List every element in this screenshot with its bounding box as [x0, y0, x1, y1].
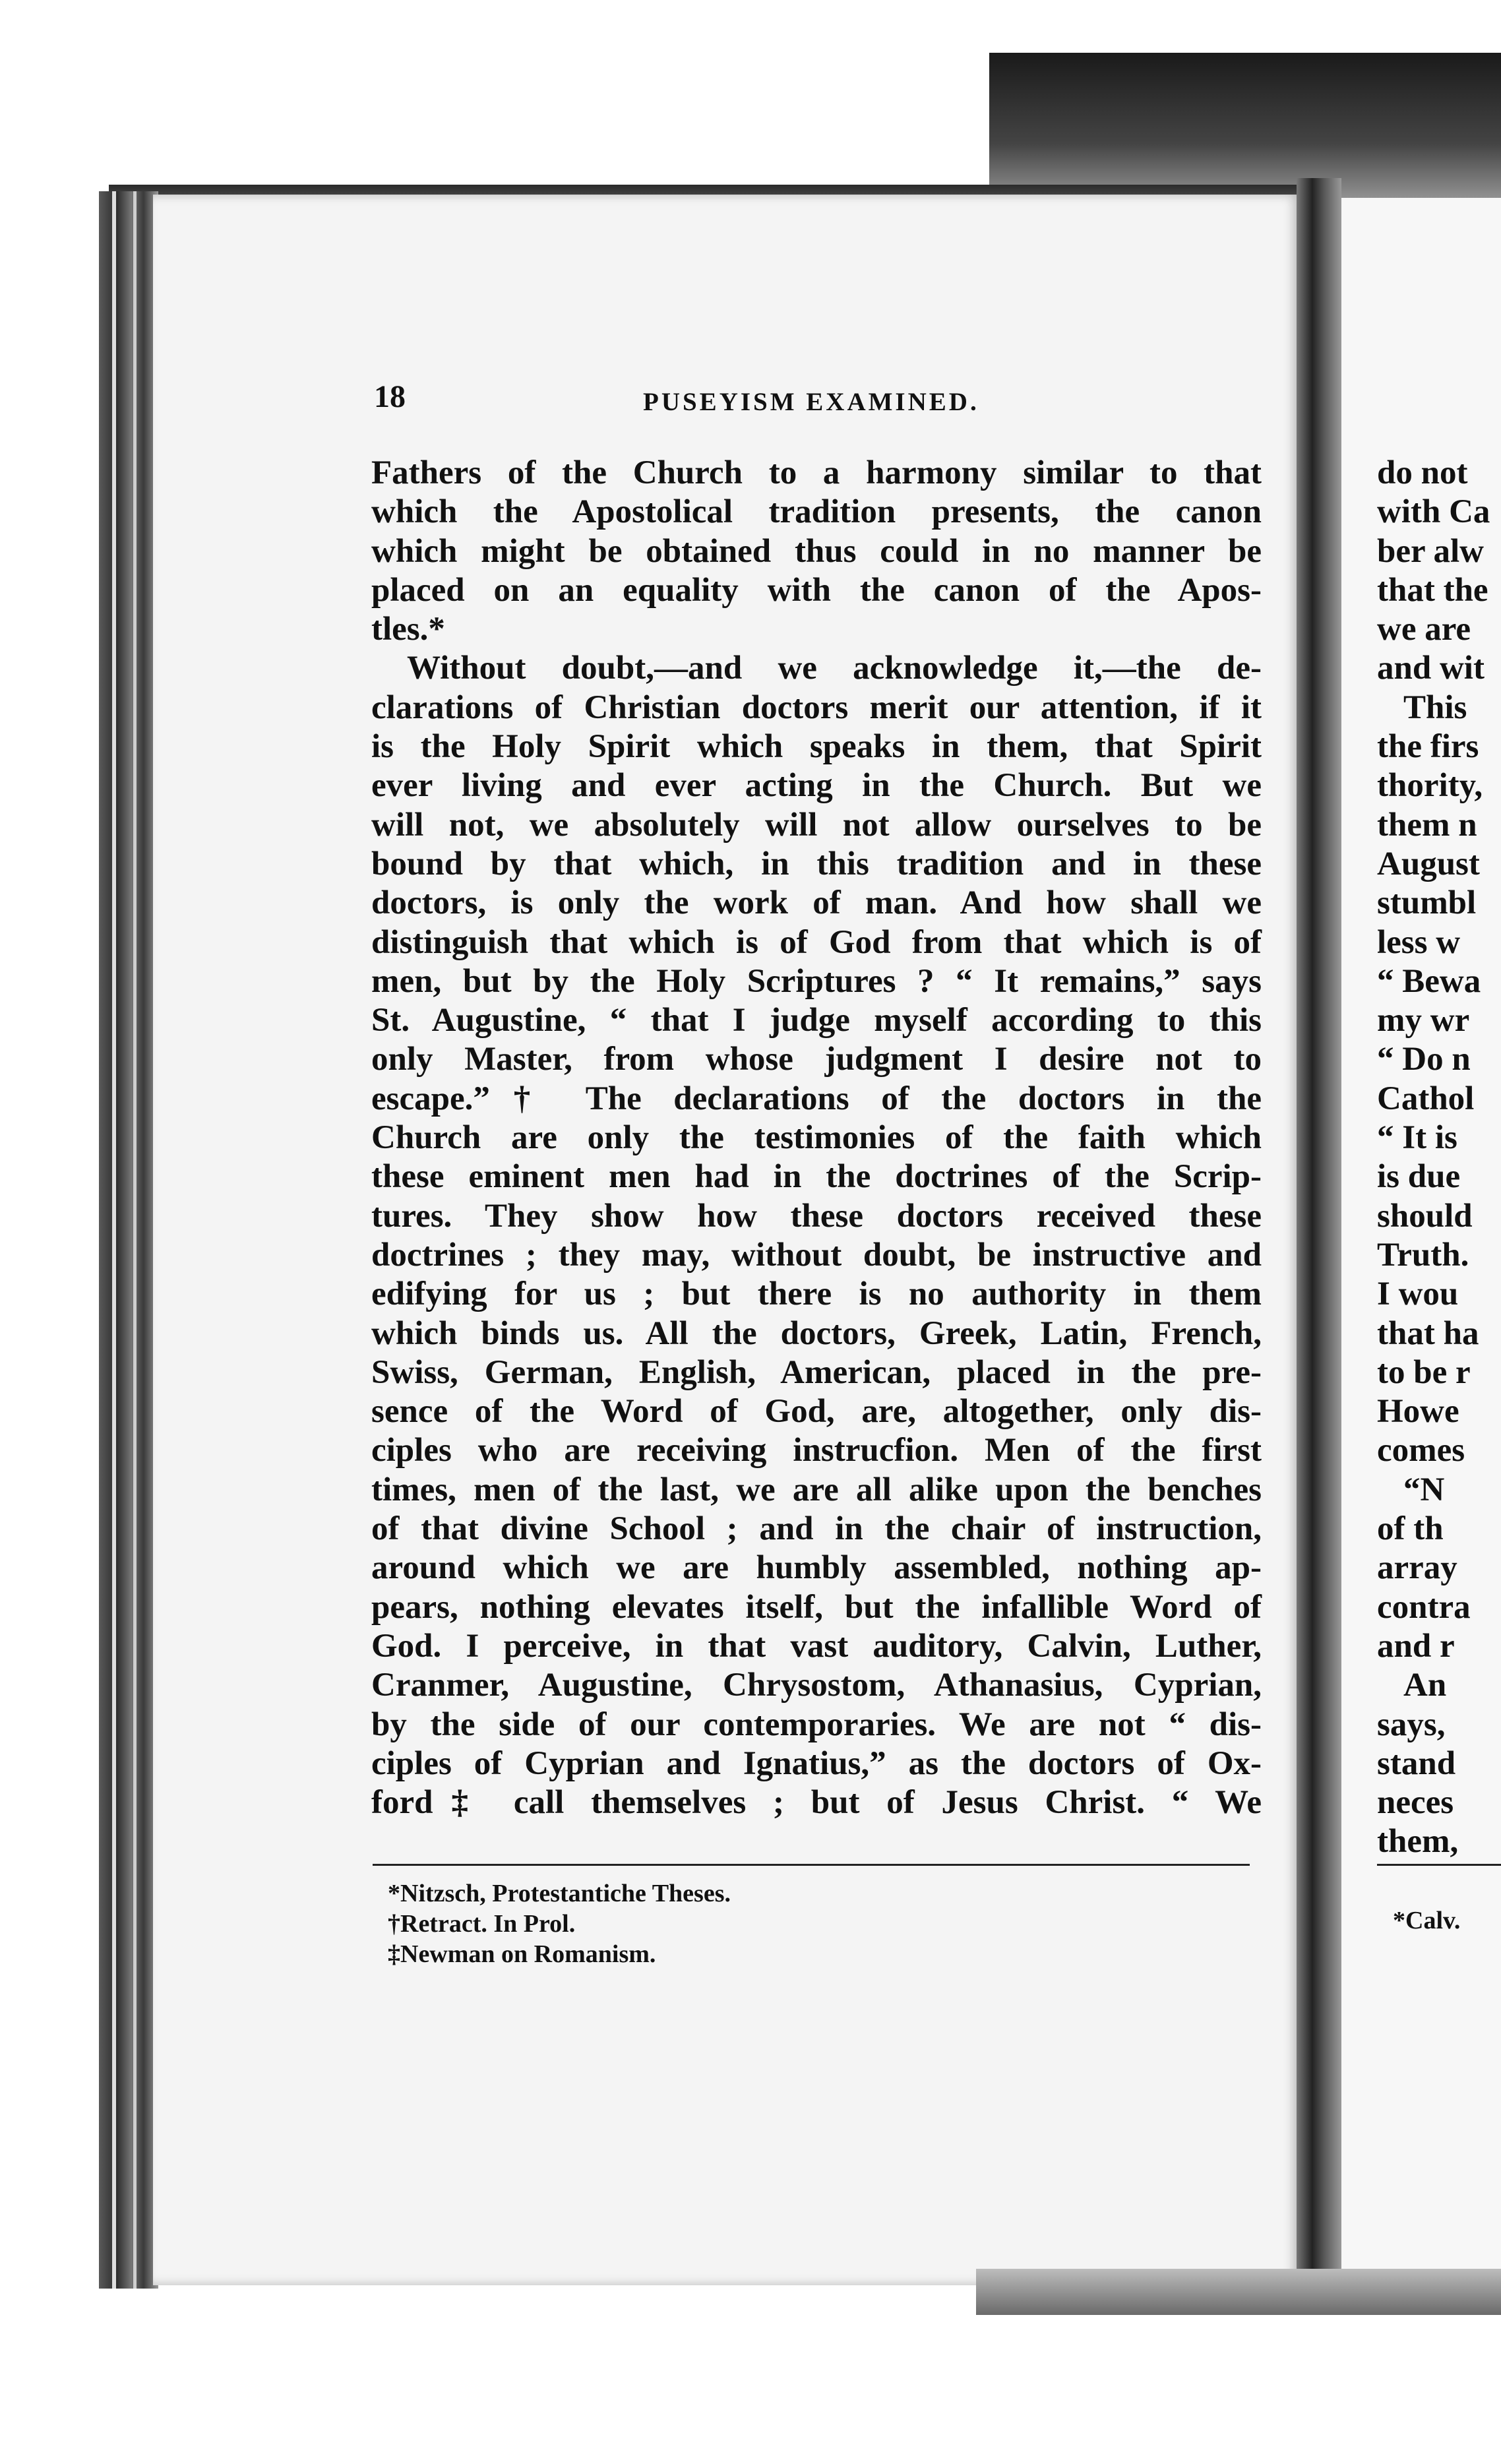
text-line: tures. They show how these doctors received these	[371, 1197, 1262, 1235]
text-line: stumbl	[1377, 884, 1477, 922]
text-line: that the	[1377, 571, 1488, 609]
text-line: doctors, is only the work of man. And how shall we	[371, 884, 1262, 922]
text-line: says,	[1377, 1706, 1446, 1743]
text-line: that ha	[1377, 1314, 1479, 1352]
text-line: times, men of the last, we are all alike upon the benches	[371, 1471, 1262, 1508]
text-line: ciples who are receiving instrucfion. Men of the first	[371, 1432, 1262, 1469]
text-line: men, but by the Holy Scriptures ? “ It remains,” says	[371, 962, 1262, 1000]
text-line: contra	[1377, 1588, 1471, 1626]
text-line: less w	[1377, 923, 1461, 961]
text-line: them n	[1377, 806, 1477, 844]
text-line: thority,	[1377, 767, 1483, 805]
footnote: *Nitzsch, Protestantiche Theses.	[388, 1880, 731, 1907]
text-line: we are	[1377, 611, 1471, 648]
text-line: This	[1403, 689, 1467, 726]
text-line: is due	[1377, 1158, 1461, 1196]
text-line: God. I perceive, in that vast auditory, Calvin, Luther,	[371, 1627, 1262, 1665]
text-line: the firs	[1377, 728, 1479, 766]
page-stack-edge	[99, 191, 158, 2289]
text-line: tles.*	[371, 611, 445, 648]
text-line: by the side of our contemporaries. We are not “ dis-	[371, 1706, 1262, 1743]
text-line: of th	[1377, 1510, 1444, 1548]
text-line: neces	[1377, 1784, 1454, 1822]
text-line: doctrines ; they may, without doubt, be instructive and	[371, 1236, 1262, 1274]
text-line: ciples of Cyprian and Ignatius,” as the doctors of Ox-	[371, 1744, 1262, 1782]
page-bottom-shadow	[976, 2269, 1501, 2315]
text-line: clarations of Christian doctors merit our attention, if it	[371, 689, 1262, 726]
text-line: around which we are humbly assembled, nothing ap-	[371, 1549, 1262, 1587]
text-line: array	[1377, 1549, 1457, 1587]
right-footnote: *Calv.	[1393, 1907, 1461, 1934]
text-line: to be r	[1377, 1353, 1471, 1391]
text-line: with Ca	[1377, 493, 1490, 531]
text-line: only Master, from whose judgment I desire not to	[371, 1041, 1262, 1078]
text-line: ford‡ call themselves ; but of Jesus Christ. “ We	[371, 1784, 1262, 1822]
page-number: 18	[374, 379, 406, 414]
text-line: will not, we absolutely will not allow ourselves to be	[371, 806, 1262, 844]
text-line: Church are only the testimonies of the faith which	[371, 1119, 1262, 1157]
text-line: An	[1403, 1667, 1447, 1704]
book-gutter	[1297, 178, 1341, 2295]
footnotes	[388, 1878, 981, 1969]
book-spine-shadow	[989, 53, 1501, 204]
text-line: should	[1377, 1197, 1473, 1235]
text-line: Without doubt,—and we acknowledge it,—the de-	[407, 650, 1262, 687]
text-line: Truth.	[1377, 1236, 1469, 1274]
text-line: Cranmer, Augustine, Chrysostom, Athanasius, Cyprian,	[371, 1667, 1262, 1704]
text-line: comes	[1377, 1432, 1465, 1469]
right-page-text	[1377, 454, 1501, 1862]
footnote-rule	[373, 1864, 1250, 1866]
text-line: Howe	[1377, 1393, 1459, 1431]
text-line: which might be obtained thus could in no manner be	[371, 532, 1262, 570]
text-line: stand	[1377, 1744, 1456, 1782]
text-line: distinguish that which is of God from that which is of	[371, 923, 1262, 961]
text-line: these eminent men had in the doctrines of the Scrip-	[371, 1158, 1262, 1196]
text-line: Cathol	[1377, 1080, 1475, 1117]
text-line: which binds us. All the doctors, Greek, Latin, French,	[371, 1314, 1262, 1352]
text-line: of that divine School ; and in the chair of instruction,	[371, 1510, 1262, 1548]
text-line: and wit	[1377, 650, 1485, 687]
text-line: escape.”† The declarations of the doctors in the	[371, 1080, 1262, 1117]
text-line: “ It is	[1377, 1119, 1457, 1157]
text-line: sence of the Word of God, are, altogether, only dis-	[371, 1393, 1262, 1431]
text-line: my wr	[1377, 1002, 1470, 1039]
right-footnote-rule	[1377, 1864, 1501, 1866]
text-line: St. Augustine, “ that I judge myself according to this	[371, 1002, 1262, 1039]
text-line: is the Holy Spirit which speaks in them, that Spirit	[371, 728, 1262, 766]
text-line: pears, nothing elevates itself, but the infallible Word of	[371, 1588, 1262, 1626]
text-line: placed on an equality with the canon of the Apos-	[371, 571, 1262, 609]
text-line: which the Apostolical tradition presents, the canon	[371, 493, 1262, 531]
text-line: I wou	[1377, 1276, 1459, 1313]
text-line: “ Do n	[1377, 1041, 1471, 1078]
text-line: do not	[1377, 454, 1468, 491]
footnote: ‡Newman on Romanism.	[388, 1940, 656, 1968]
text-line: August	[1377, 845, 1480, 882]
text-line: bound by that which, in this tradition and in these	[371, 845, 1262, 882]
text-line: ber alw	[1377, 532, 1484, 570]
text-line: Fathers of the Church to a harmony similar to that	[371, 454, 1262, 491]
text-line: and r	[1377, 1627, 1455, 1665]
text-line: ever living and ever acting in the Church. But we	[371, 767, 1262, 805]
text-line: them,	[1377, 1823, 1459, 1861]
footnote: †Retract. In Prol.	[388, 1910, 576, 1938]
text-line: “ Bewa	[1377, 962, 1481, 1000]
body-text	[371, 454, 1262, 1822]
text-line: edifying for us ; but there is no authority in them	[371, 1276, 1262, 1313]
text-line: Swiss, German, English, American, placed in the pre-	[371, 1353, 1262, 1391]
text-line: “N	[1403, 1471, 1445, 1508]
running-head: PUSEYISM EXAMINED.	[643, 388, 979, 416]
